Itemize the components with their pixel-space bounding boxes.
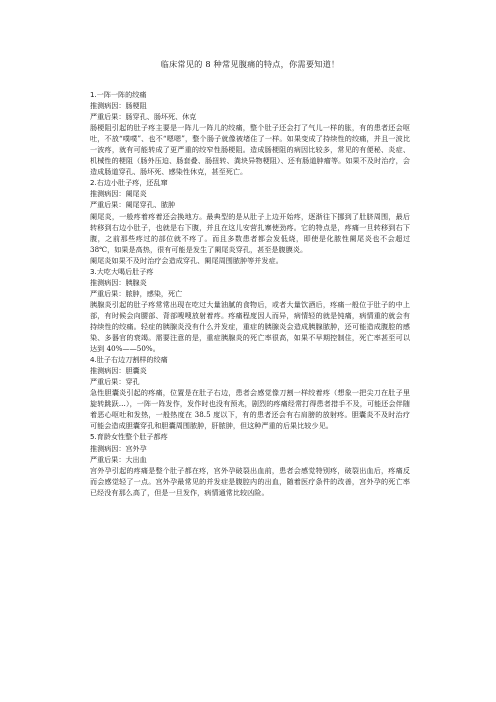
- severity-line: 严重后果：大出血: [90, 454, 147, 464]
- section-1: [90, 89, 410, 177]
- body-paragraph: 急性胆囊炎引起的疼痛，位置是在肚子右边，患者会感觉像刀割一样绞着疼（想象一把尖刀在肚子里旋转跳跃…），一阵一阵发作，发作时也没有预兆，剧烈的疼痛经常打得患者措手不及，可能还会伴随着恶心呕吐和发热，一般热度在 38.5 度以下，有的患者还会有右肩膀的放射疼。胆囊炎不及时治疗可能会造成胆囊穿孔和胆囊周围脓肿，肝脓肿，但这种严重的后果比较少见。: [90, 388, 410, 431]
- severity-line: 严重后果：阑尾穿孔、脓肿: [90, 200, 176, 210]
- section-heading: 1.一阵一阵的绞痛: [90, 90, 147, 99]
- section-heading: 4.肚子右边刀割样的绞痛: [90, 355, 168, 365]
- body-paragraph: 肠梗阻引起的肚子疼主要是一阵儿一阵儿的绞痛，整个肚子还会打了气儿一样的胀，有的患者还会呕吐，不放“噗噗”、也不“嗯嗯”，整个肠子就像被堵住了一样。如果变成了持续性的绞痛，并且一波比一波疼，就有可能转成了更严重的绞窄性肠梗阻。造成肠梗阻的病因比较多，常见的有便秘、炎症、机械性的梗阻（肠外压迫、肠套叠、肠扭转、粪块异物梗阻）、还有肠道肿瘤等。如果不及时治疗，会造成肠道穿孔、肠坏死、感染性休克，甚至死亡。: [90, 123, 410, 177]
- body-paragraph: 阑尾炎如果不及时治疗会造成穿孔、阑尾周围脓肿等并发症。: [90, 255, 283, 265]
- severity-line: 严重后果：肠穿孔、肠坏死、休克: [90, 112, 197, 122]
- section-3: [90, 266, 410, 354]
- section-heading: 2.右边小肚子疼，还乱窜: [90, 178, 168, 188]
- section-5: [90, 431, 410, 497]
- body-paragraph: 阑尾炎，一般疼着疼着还会换地方。最典型的是从肚子上边开始疼，逐渐往下挪到了肚脐周围，最后转移到右边小肚子，也就是右下腹，并且在这儿安营扎寨使劲疼。它的特点是，疼痛一旦转移到右下腹，之前那些疼过的部位就不疼了。而且多数患者都会发低烧，即使是化脓性阑尾炎也不会超过 38℃，如果是高热，很有可能是发生了阑尾炎穿孔，甚至是腹膜炎。: [90, 211, 410, 254]
- document-title: 临床常见的 8 种常见腹痛的特点，你需要知道！: [160, 59, 340, 69]
- section-4: [90, 354, 410, 431]
- cause-line: 推测病因：肠梗阻: [90, 101, 147, 111]
- document-page: [90, 58, 410, 498]
- severity-line: 严重后果：脓肿，感染，死亡: [90, 288, 183, 298]
- body-paragraph: 胰腺炎引起的肚子疼常常出现在吃过大量油腻的食物后，或者大量饮酒后，疼痛一般位于肚子的中上部，有时候会向腰部、背部嗖嗖放射着疼。疼痛程度因人而异，病情轻的就是钝痛，病情重的就会有持续性的绞痛。轻症的胰腺炎没有什么并发症，重症的胰腺炎会造成胰腺脓肿，还可能造成腹腔的感染、多器官的衰竭。需要注意的是，重症胰腺炎的死亡率很高，如果不早期控制住，死亡率甚至可以达到 40%——50%。: [90, 299, 410, 354]
- section-heading: 5.育龄女性整个肚子都疼: [90, 432, 168, 442]
- body-paragraph: 宫外孕引起的疼痛是整个肚子都在疼，宫外孕破裂出血前，患者会感觉特别疼，破裂出血后，疼痛反而会感觉轻了一点。宫外孕最常见的并发症是腹腔内的出血，随着医疗条件的改善，宫外孕的死亡率已经没有那么高了，但是一旦发作，病情通常比较凶险。: [90, 465, 410, 497]
- cause-line: 推测病因：宫外孕: [90, 443, 147, 453]
- cause-line: 推测病因：阑尾炎: [90, 189, 147, 199]
- section-2: [90, 177, 410, 265]
- cause-line: 推测病因：胰腺炎: [90, 277, 147, 287]
- section-heading: 3.大吃大喝后肚子疼: [90, 266, 154, 276]
- cause-line: 推测病因：胆囊炎: [90, 366, 147, 376]
- severity-line: 严重后果：穿孔: [90, 377, 140, 387]
